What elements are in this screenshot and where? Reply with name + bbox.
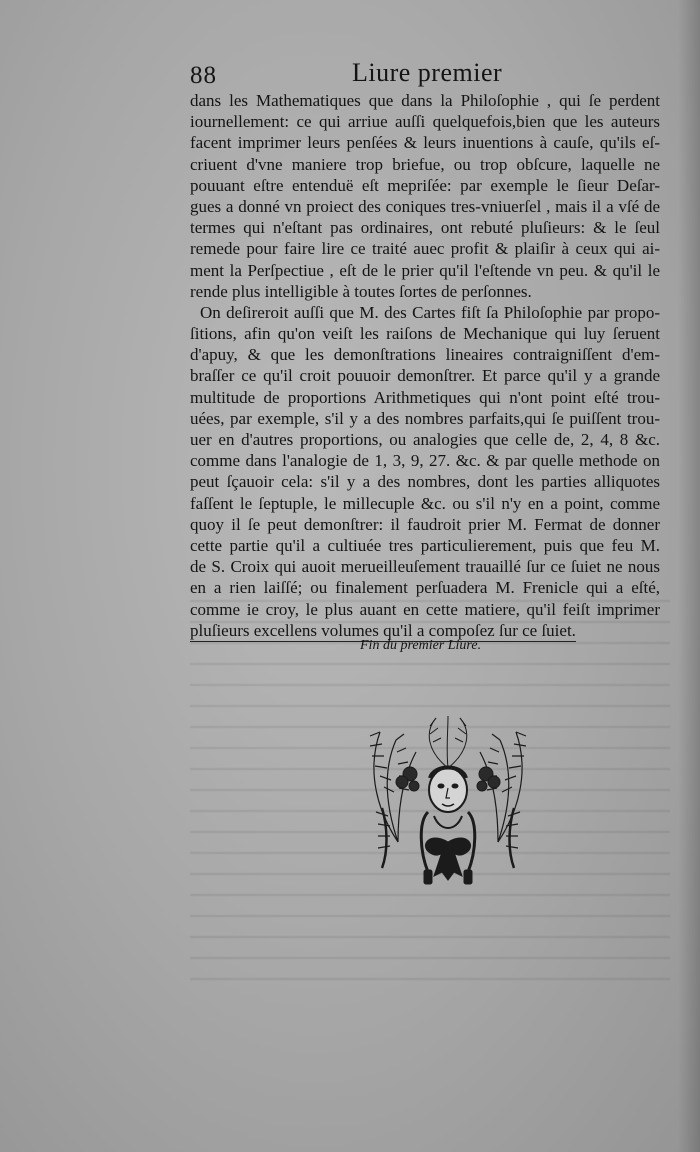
text-line: cette partie qu'il a cultiuée tres particulierement, puis que feu M.: [190, 535, 660, 555]
text-line: en a rien laiſſé; ou finalement perſuadera M. Frenicle qui a eſté,: [190, 578, 660, 598]
text-line: On deſireroit auſſi que M. des Cartes fiſt ſa Philoſophie par propo-: [200, 302, 660, 322]
text-line: comme dans l'analogie de 1, 3, 9, 27. &c. & par quelle methode on: [190, 451, 660, 471]
text-line: quoy il ſe peut demonſtrer: il faudroit prier M. Fermat de donner: [190, 514, 660, 534]
text-line: ſitions, afin qu'on veiſt les raiſons de Mechanique qui luy ſeruent: [190, 324, 660, 344]
body-text: [190, 90, 660, 641]
text-line: gues a donné vn proiect des coniques tres-vniuerſel , mais il a vſé de: [190, 196, 660, 216]
text-line: peut ſçauoir cela: s'il y a des nombres, dont les parties alliquotes: [190, 472, 660, 492]
text-line: comme ie croy, le plus auant en cette matiere, qu'il feiſt imprimer: [190, 599, 660, 619]
text-line: uées, par exemple, s'il y a des nombres parfaits,qui ſe puiſſent trou-: [190, 408, 660, 428]
text-line: dans les Mathematiques que dans la Philoſophie , qui ſe perdent: [190, 91, 660, 110]
text-line: de S. Croix qui auoit merueilleuſement trauaillé ſur ce ſuiet ne nous: [190, 557, 660, 577]
page-edge-shadow: [678, 0, 700, 1152]
text-line: criuent d'vne maniere trop briefue, ou trop obſcure, laquelle ne: [190, 154, 660, 174]
text-line: multitude de proportions Arithmetiques qui n'ont point eſté trou-: [190, 387, 660, 407]
crown-feathers: [429, 716, 467, 768]
text-line: iournellement: ce qui arriue auſſi quelquefois,bien que les auteurs: [190, 112, 660, 132]
text-line-last-content: pluſieurs excellens volumes qu'il a compoſez ſur ce ſuiet.: [190, 620, 576, 642]
text-line: facent imprimer leurs penſées & leurs inuentions à cauſe, qu'ils eſ-: [190, 133, 660, 153]
text-line: remede pour faire lire ce traité auec profit & plaiſir à ceux qui ai-: [190, 239, 660, 259]
ornament-fleuron-icon: [358, 712, 538, 888]
cherub-face: [429, 768, 467, 813]
text-line: rende plus intelligible à toutes ſortes de perſonnes.: [190, 281, 532, 301]
text-line: ment la Perſpectiue , eſt de le prier qu'il l'eſtende vn peu. & qu'il le: [190, 260, 660, 280]
text-line: faſſent le ſeptuple, le millecuple &c. ou s'il n'y en a point, comme: [190, 493, 660, 513]
text-line: d'apuy, & que les demonſtrations lineaires contraigniſſent d'em-: [190, 345, 660, 365]
page-number: 88: [190, 62, 217, 89]
colophon: Fin du premier Liure.: [360, 638, 482, 653]
text-line: pouuant eſtre entenduë eſt mepriſée: par exemple le ſieur Deſar-: [190, 175, 660, 195]
running-title: Liure premier: [352, 58, 503, 87]
text-line: termes qui n'eſtant pas ordinaires, ont rebuté pluſieurs: & le ſeul: [190, 218, 660, 238]
text-line: uer en d'autres proportions, ou analogies que celle de, 2, 4, 8 &c.: [190, 430, 660, 449]
text-line: braſſer ce qu'il croit pouuoir demonſtrer. Et parce qu'il y a grande: [190, 366, 660, 386]
